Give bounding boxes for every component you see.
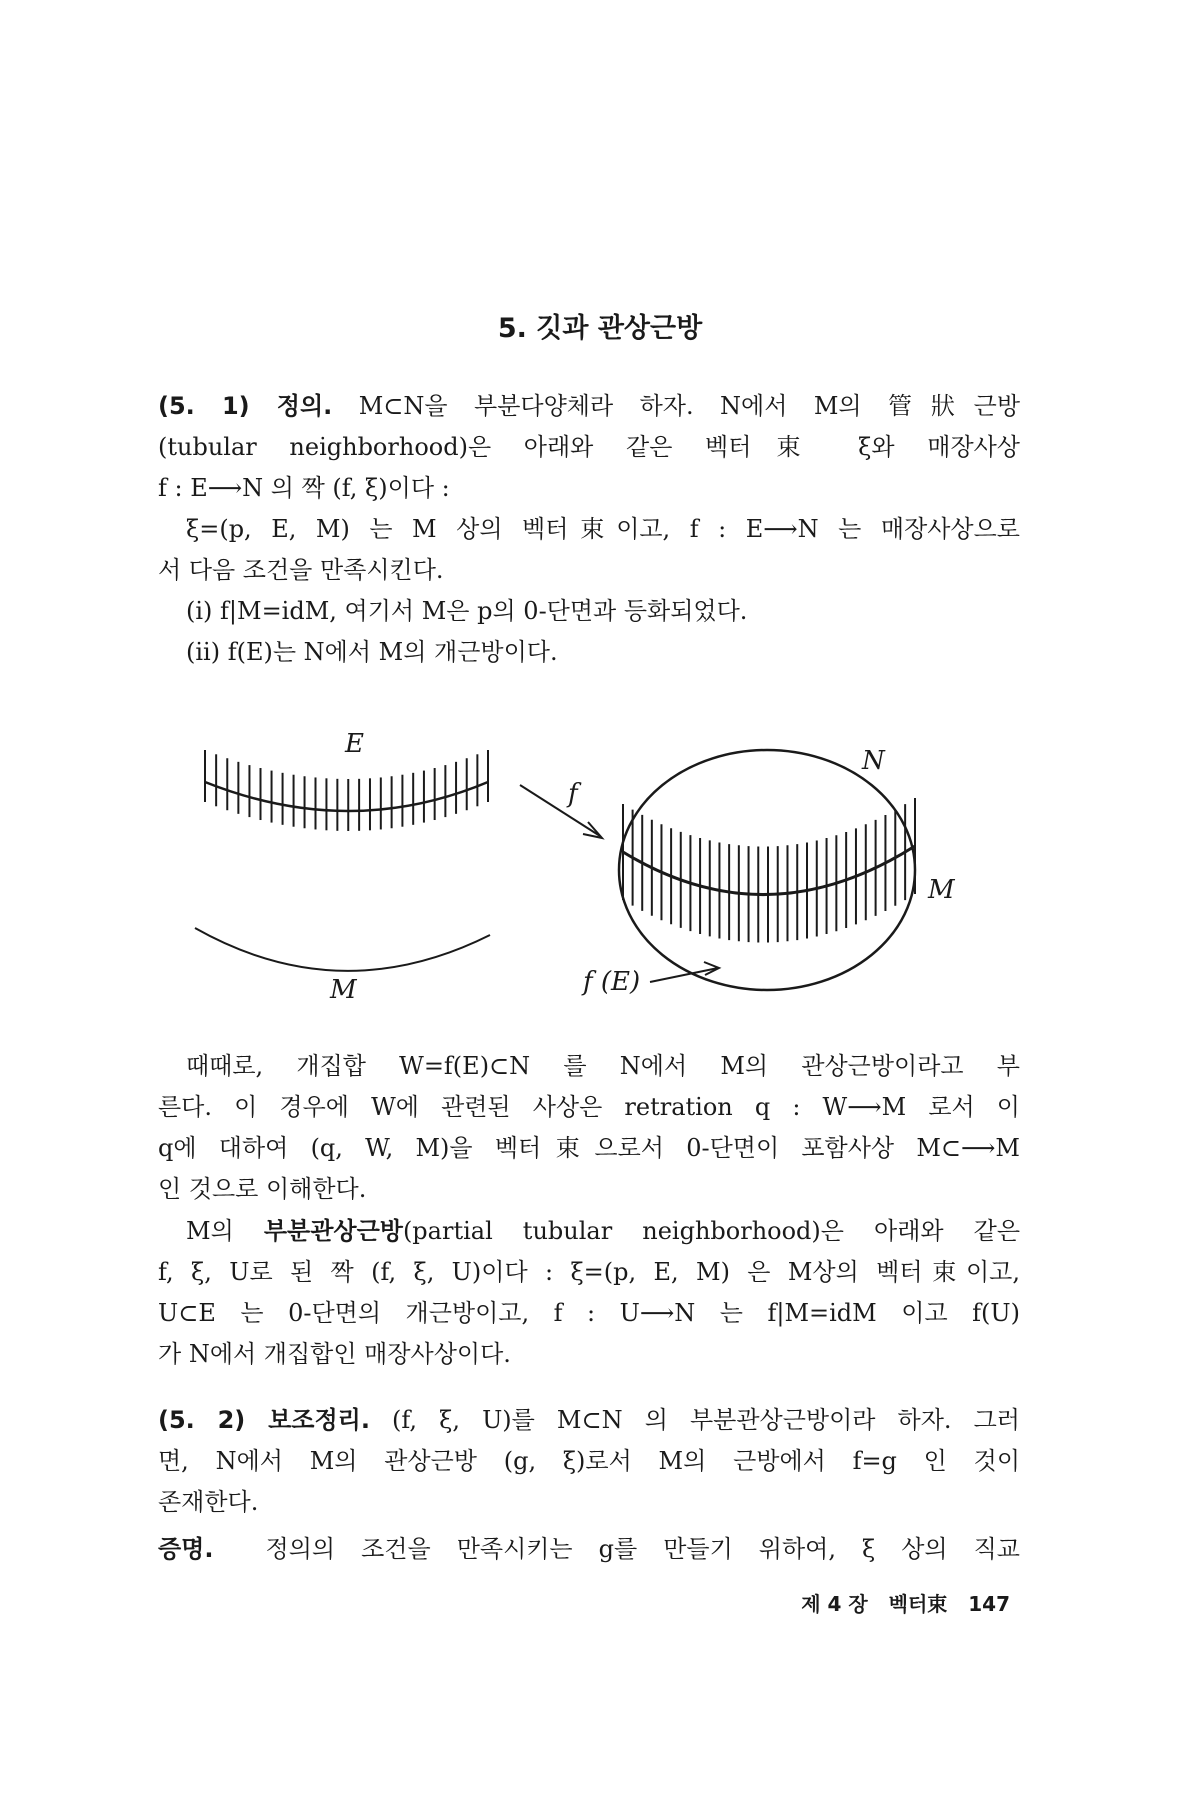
page-footer: [787, 1588, 1010, 1617]
page-number: 147: [968, 1592, 1010, 1616]
footer-title: 벡터束: [888, 1592, 948, 1616]
paragraph-line-4: 인 것으로 이해한다.: [158, 1175, 367, 1203]
partial-line-4: 가 N에서 개집합인 매장사상이다.: [158, 1340, 511, 1368]
lemma-5-2: [158, 1400, 1020, 1523]
definition-line-2: (tubular neighborhood)은 아래와 같은 벡터束 ξ와 매장사상: [158, 433, 1020, 461]
condition-ii: (ii) f(E)는 N에서 M의 개근방이다.: [186, 638, 558, 666]
vector-bundle-E: [205, 750, 488, 831]
footer-chapter: 제 4 장: [801, 1592, 868, 1616]
proof-line-1: 증명. 정의의 조건을 만족시키는 g를 만들기 위하여, ξ 상의 직교: [158, 1535, 1020, 1563]
lemma-line-3: 존재한다.: [158, 1488, 259, 1516]
definition-line-5: 서 다음 조건을 만족시킨다.: [158, 556, 444, 584]
lemma-label: (5. 2) 보조정리.: [158, 1406, 370, 1434]
map-f-arrow: [520, 785, 602, 838]
proof: [158, 1529, 1020, 1570]
definition-line-4: ξ=(p, E, M) 는 M 상의 벡터束이고, f : E⟶N 는 매장사상으로: [186, 515, 1020, 543]
partial-line-2: f, ξ, U로 된 짝 (f, ξ, U)이다 : ξ=(p, E, M) 은 M상의 벡터束이고,: [158, 1258, 1020, 1286]
label-M-bottom: M: [330, 975, 357, 1005]
base-manifold-M-curve: [195, 928, 490, 971]
tubular-neighborhood-figure: [0, 700, 1200, 1020]
paragraph-line-2: 른다. 이 경우에 W에 관련된 사상은 retration q : W⟶M 로서 이: [158, 1093, 1020, 1121]
image-fE-band: [623, 798, 915, 943]
lemma-line-1: (5. 2) 보조정리. (f, ξ, U)를 M⊂N 의 부분관상근방이라 하자. 그러: [158, 1406, 1020, 1434]
definition-line-1: (5. 1) 정의. M⊂N을 부분다양체라 하자. N에서 M의 管狀근방: [158, 392, 1021, 420]
paragraph-tubular: [158, 1046, 1020, 1210]
label-M-right: M: [928, 875, 955, 905]
definition-line-3: f : E⟶N 의 짝 (f, ξ)이다 :: [158, 474, 450, 502]
label-N: N: [862, 746, 885, 776]
partial-line-3: U⊂E 는 0-단면의 개근방이고, f : U⟶N 는 f|M=idM 이고 f(U): [158, 1299, 1020, 1327]
paragraph-partial: [158, 1211, 1020, 1375]
label-f: f: [568, 779, 578, 809]
section-title: 5. 깃과 관상근방: [497, 313, 703, 344]
paragraph-line-1: 때때로, 개집합 W=f(E)⊂N 를 N에서 M의 관상근방이라고 부: [186, 1052, 1020, 1080]
definition-label: (5. 1) 정의.: [158, 392, 333, 420]
label-fE: f (E): [583, 967, 641, 997]
partial-line-1: M의 부분관상근방(partial tubular neighborhood)은 아래와 같은: [186, 1217, 1020, 1245]
lemma-line-2: 면, N에서 M의 관상근방 (g, ξ)로서 M의 근방에서 f=g 인 것이: [158, 1447, 1020, 1475]
label-E: E: [345, 729, 364, 759]
definition-5-1: [158, 386, 1020, 673]
paragraph-line-3: q에 대하여 (q, W, M)을 벡터束으로서 0-단면이 포함사상 M⊂⟶M: [158, 1134, 1020, 1162]
condition-i: (i) f|M=idM, 여기서 M은 p의 0-단면과 등화되었다.: [186, 597, 748, 625]
proof-label: 증명.: [158, 1535, 214, 1563]
